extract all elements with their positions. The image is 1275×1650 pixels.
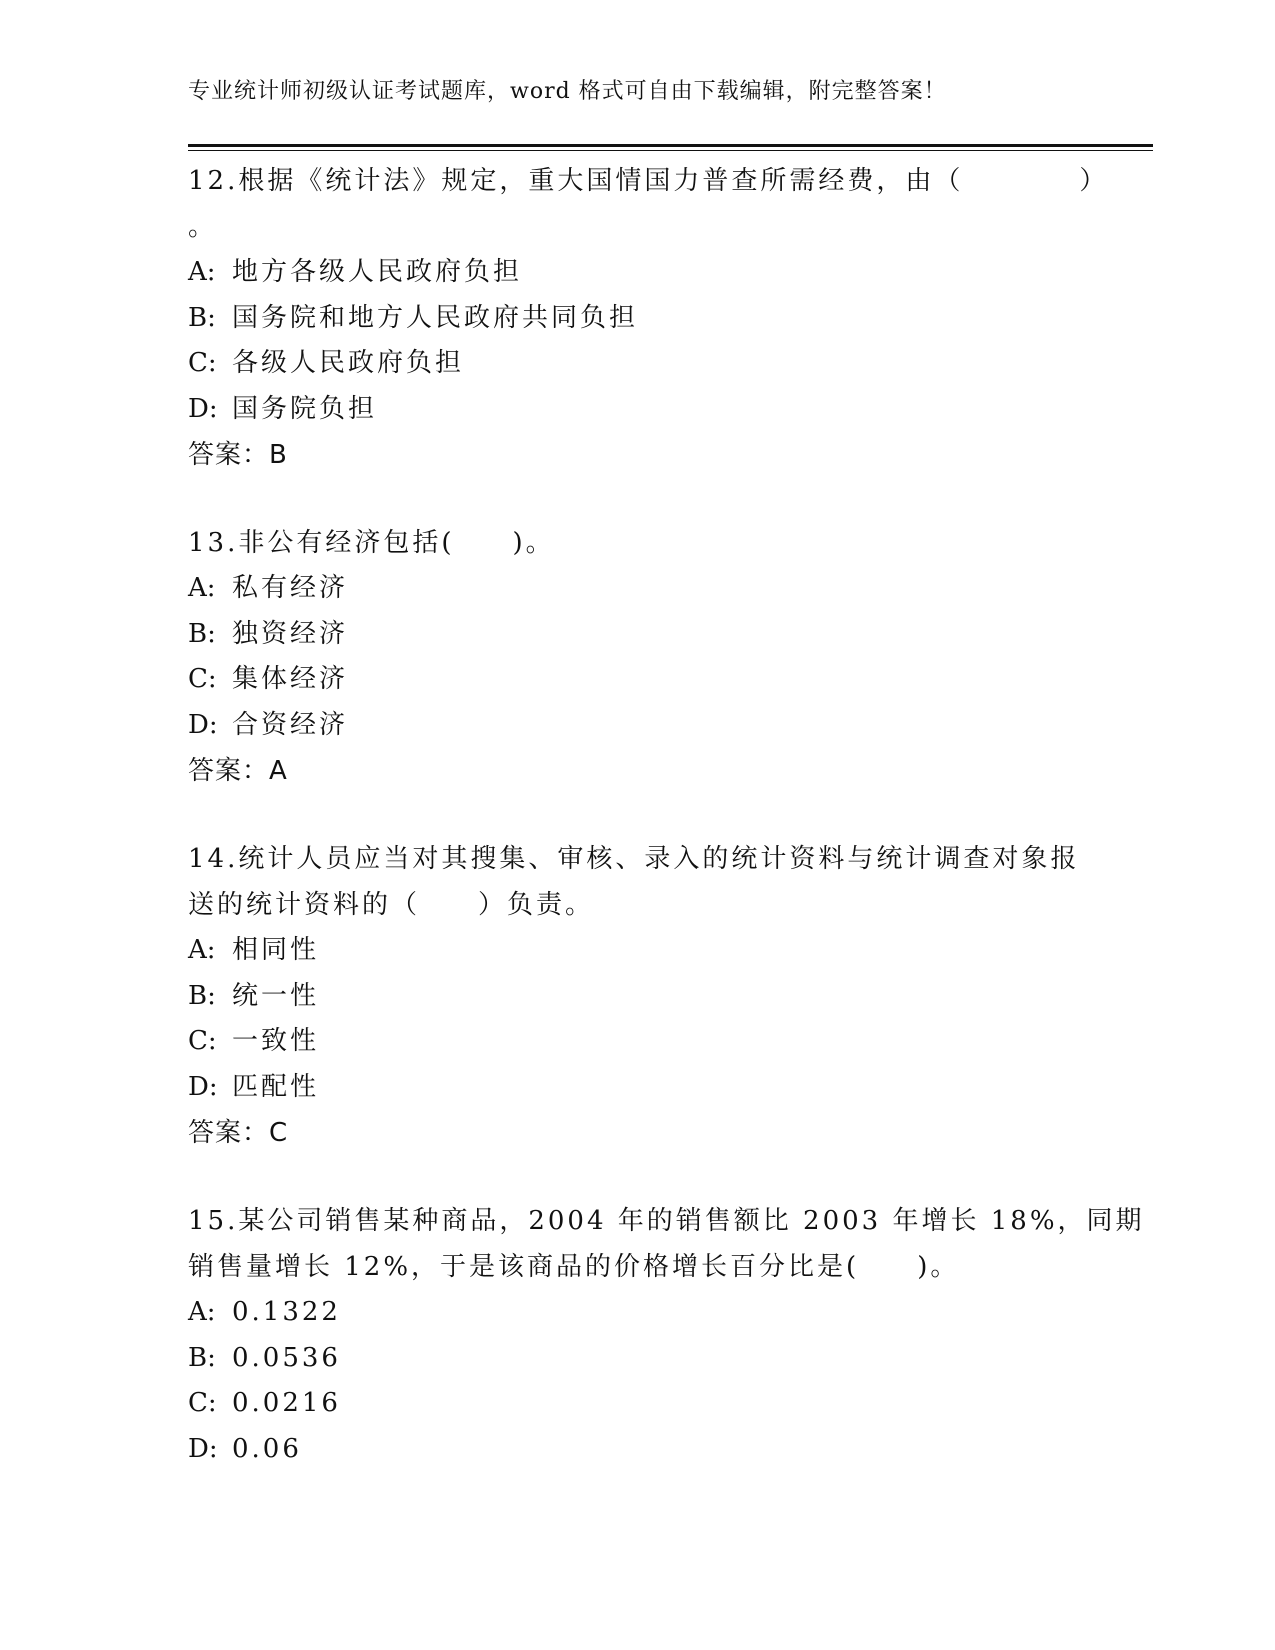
option-text: 0.06 [232,1433,302,1464]
stem-line: 送的统计资料的（ ）负责。 [188,890,595,920]
option-letter: D: [188,1433,218,1464]
option-d [188,703,1088,749]
option-letter: B: [188,980,216,1011]
page-header: 专业统计师初级认证考试题库，word 格式可自由下载编辑，附完整答案！ [188,79,947,104]
header-rule-thick [188,144,1153,147]
option-text: 各级人民政府负担 [232,348,465,378]
option-text: 匹配性 [232,1071,320,1102]
option-text: 私有经济 [232,573,349,603]
option-a [188,250,1088,296]
option-b [188,296,1088,342]
option-letter: A: [188,1297,216,1327]
option-a [188,566,1088,612]
option-text: 独资经济 [232,618,349,649]
option-text: 一致性 [232,1026,320,1056]
option-b [188,612,1088,658]
option-letter: A: [188,935,216,965]
option-letter: D: [188,1071,218,1102]
stem-line: 。 [188,212,218,242]
stem-line: 12.根据《统计法》规定，重大国情国力普查所需经费，由（ ） [188,166,1109,196]
question-13 [188,520,1088,794]
question-list [188,158,1145,1514]
question-stem [188,836,1088,928]
header-rule-thin [188,150,1153,151]
option-text: 集体经济 [232,664,349,694]
option-c [188,1019,1088,1065]
option-a [188,928,1088,974]
option-letter: B: [188,302,216,333]
option-text: 0.0536 [232,1342,341,1373]
option-text: 统一性 [232,980,320,1011]
option-letter: C: [188,1026,217,1056]
option-text: 0.0216 [232,1388,341,1418]
option-letter: B: [188,1342,216,1373]
question-15 [188,1198,1145,1472]
answer-line: 答案：B [188,440,288,470]
option-c [188,341,1088,387]
question-12 [188,158,1109,478]
option-text: 地方各级人民政府负担 [232,257,523,287]
option-b [188,1336,1088,1382]
option-b [188,974,1088,1020]
option-letter: C: [188,348,217,378]
option-letter: D: [188,393,218,424]
option-letter: D: [188,709,218,740]
option-text: 相同性 [232,935,320,965]
option-d [188,1427,1088,1473]
stem-line: 14.统计人员应当对其搜集、审核、录入的统计资料与统计调查对象报 [188,844,1080,874]
question-stem [188,158,1109,250]
option-c [188,657,1088,703]
option-text: 国务院负担 [232,393,378,424]
stem-line: 销售量增长 12%，于是该商品的价格增长百分比是( )。 [188,1252,960,1282]
option-letter: A: [188,257,216,287]
stem-line: 15.某公司销售某种商品，2004 年的销售额比 2003 年增长 18%，同期 [188,1206,1145,1236]
option-c [188,1381,1088,1427]
option-letter: A: [188,573,216,603]
option-d [188,1065,1088,1111]
stem-line: 13.非公有经济包括( )。 [188,528,555,558]
option-d [188,387,1088,433]
option-letter: B: [188,618,216,649]
answer-line: 答案：C [188,1118,289,1148]
answer-line: 答案：A [188,756,288,786]
option-text: 国务院和地方人民政府共同负担 [232,302,639,333]
question-14 [188,836,1088,1156]
option-text: 合资经济 [232,709,349,740]
option-letter: C: [188,664,217,694]
option-text: 0.1322 [232,1297,341,1327]
option-a [188,1290,1088,1336]
question-stem [188,520,1088,566]
option-letter: C: [188,1388,217,1418]
question-stem [188,1198,1145,1290]
